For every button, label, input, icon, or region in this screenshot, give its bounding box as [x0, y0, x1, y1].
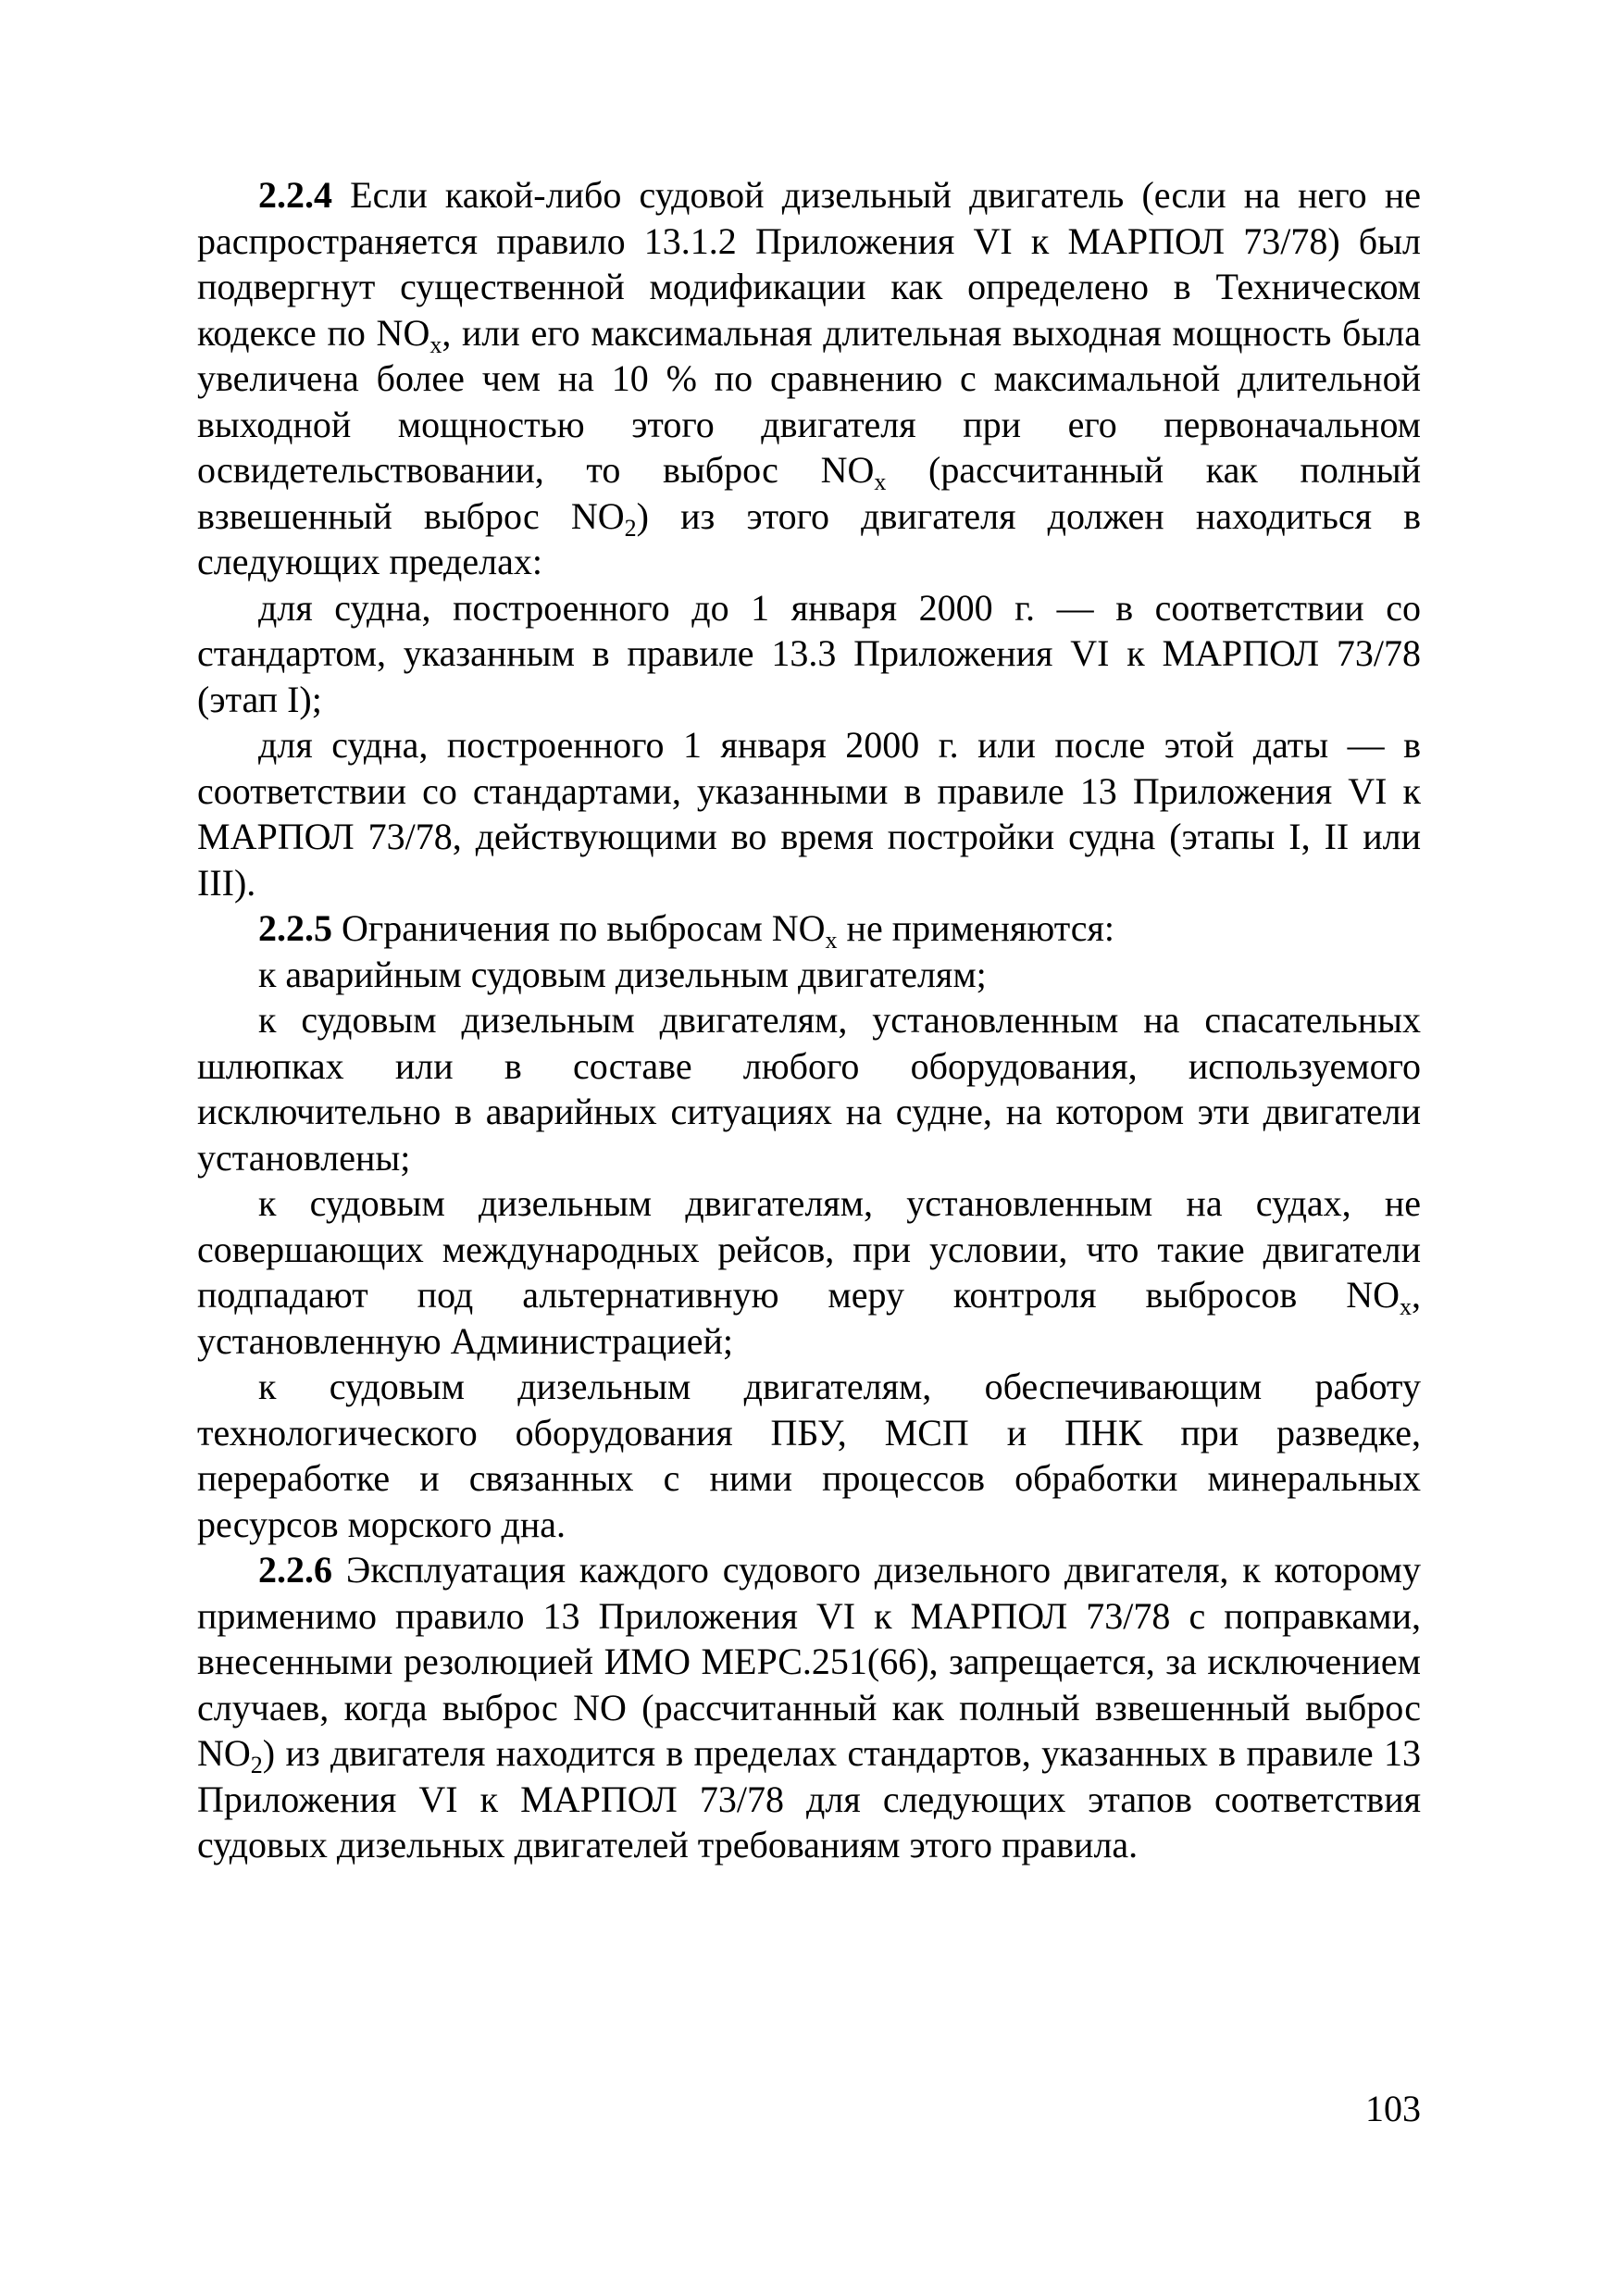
subscript: x — [874, 468, 887, 495]
paragraph-text: ) из двигателя находится в пределах стандартов, указанных в правиле 13 Приложения VI к МАРПОЛ 73/78 для следующих этапов соответствия судовых дизельных двигателей требованиям этого правила. — [197, 1732, 1421, 1866]
page-number: 103 — [1365, 2088, 1421, 2129]
subscript: 2 — [624, 514, 637, 542]
list-item: к судовым дизельным двигателям, установленным на спасательных шлюпках или в составе любого оборудования, используемого исключительно в аварийных ситуациях на судне, на котором эти двигатели установлены; — [197, 999, 1421, 1179]
paragraph-text: ) из этого двигателя должен находиться в следующих пределах: — [197, 494, 1421, 582]
subscript: 2 — [250, 1752, 263, 1778]
section-number: 2.2.4 — [258, 174, 332, 216]
paragraph-text: не применяются: — [837, 907, 1114, 949]
paragraph-2-2-6 — [197, 1547, 1421, 1868]
list-item: к аварийным судовым дизельным двигателям; — [258, 953, 987, 995]
list-item: для судна, построенного 1 января 2000 г. или после этой даты — в соответствии со стандартами, указанными в правиле 13 Приложения VI к МАРПОЛ 73/78, действующими во время постройки судна (этапы I, II или III). — [197, 724, 1421, 904]
paragraph-text: к судовым дизельным двигателям, установленным на судах, не совершающих международных рейсов, при условии, что такие двигатели подпадают под альтернативную меру контроля выбросов NO — [197, 1182, 1421, 1316]
paragraph-text: , или его максимальная длительная выходная мощность была увеличена более чем на 10 % по сравнению с максимальной длительной выходной мощностью этого двигателя при его первоначальном освидетельствовании, то выброс NO — [197, 311, 1421, 491]
subscript: x — [825, 927, 838, 954]
paragraph-text: Если какой-либо судовой дизельный двигатель (если на него не распространяется правило 13.1.2 Приложения VI к МАРПОЛ 73/78) был подвергнут существенной модификации как определено в Техническом кодексе по NO — [197, 174, 1422, 354]
list-item — [197, 1180, 1421, 1364]
subscript: x — [1400, 1293, 1412, 1320]
paragraph-text: Эксплуатация каждого судового дизельного двигателя, к которому применимо правило 13 Приложения VI к МАРПОЛ 73/78 с поправками, внесенными резолюцией ИМО МЕРС.251(66), запрещается, за исключением случаев, когда выброс NO (рассчитанный как полный взвешенный выброс NO — [197, 1549, 1421, 1774]
section-number: 2.2.5 — [258, 907, 332, 949]
paragraph-text: Ограничения по выбросам NO — [342, 907, 826, 949]
paragraph-2-2-4 — [197, 172, 1421, 585]
document-body — [197, 172, 1421, 1868]
paragraph-text: , установленную Администрацией; — [197, 1274, 1421, 1362]
section-number: 2.2.6 — [258, 1549, 332, 1591]
subscript: x — [429, 331, 442, 358]
paragraph-text: (рассчитанный как полный взвешенный выброс NO — [197, 449, 1421, 537]
list-item: к судовым дизельным двигателям, обеспечивающим работу технологического оборудования ПБУ, МСП и ПНК при разведке, переработке и связанных с ними процессов обработки минеральных ресурсов морского дна. — [197, 1366, 1421, 1545]
list-item: для судна, построенного до 1 января 2000 г. — в соответствии со стандартом, указанным в правиле 13.3 Приложения VI к МАРПОЛ 73/78 (этап I); — [197, 586, 1421, 720]
paragraph-2-2-5 — [197, 905, 1421, 952]
